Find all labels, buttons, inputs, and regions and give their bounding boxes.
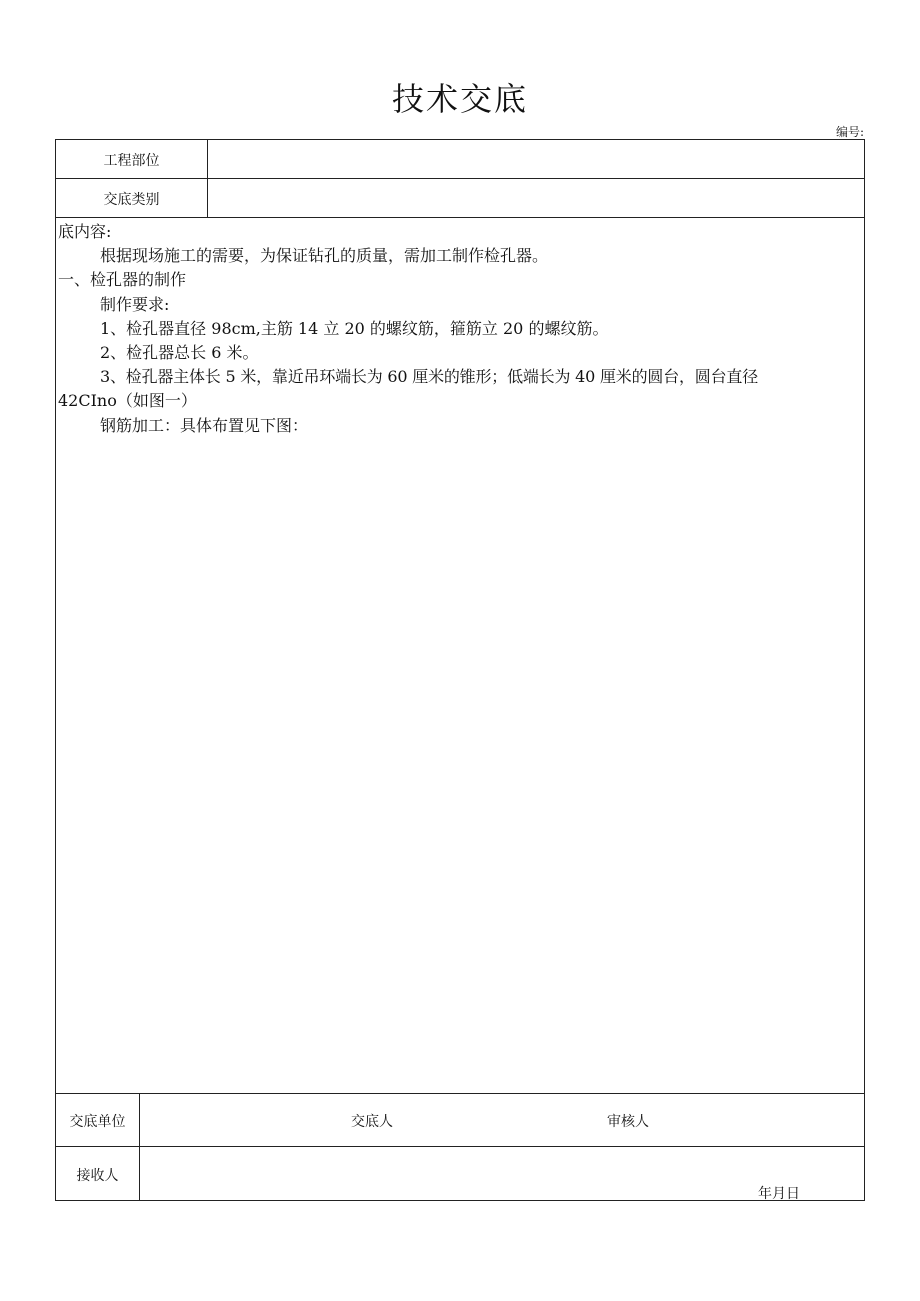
row-divider — [56, 217, 864, 218]
handover-type-label: 交底类别 — [103, 192, 160, 208]
handover-unit-label: 交底单位 — [69, 1114, 126, 1130]
column-divider — [139, 1093, 140, 1201]
document-title: 技术交底 — [391, 80, 528, 118]
requirement-item-2: 2、检孔器总长 6 米。 — [100, 343, 259, 363]
requirement-item-1: 1、检孔器直径 98cm,主筋 14 立 20 的螺纹筋，箍筋立 20 的螺纹筋。 — [100, 318, 609, 338]
document-number-label: 编号: — [835, 125, 864, 139]
column-divider — [207, 140, 208, 217]
requirement-item-3-continued: 42CIno（如图一） — [58, 391, 197, 411]
requirement-item-3: 3、检孔器主体长 5 米，靠近吊环端长为 60 厘米的锥形；低端长为 40 厘米的圆台，圆台直径 — [100, 367, 758, 387]
reviewer-label: 审核人 — [607, 1114, 649, 1130]
row-divider — [56, 1093, 864, 1094]
rebar-processing: 钢筋加工：具体布置见下图： — [100, 415, 309, 435]
handover-form — [55, 139, 865, 1201]
date-label: 年月日 — [758, 1186, 800, 1202]
receiver-label: 接收人 — [76, 1168, 119, 1184]
project-location-label: 工程部位 — [103, 153, 160, 169]
handover-content — [58, 220, 862, 438]
section-heading: 一、检孔器的制作 — [58, 270, 187, 290]
content-heading: 底内容: — [58, 222, 112, 241]
presenter-label: 交底人 — [351, 1114, 393, 1130]
content-intro: 根据现场施工的需要，为保证钻孔的质量，需加工制作检孔器。 — [100, 246, 549, 266]
row-divider — [56, 178, 864, 179]
requirements-title: 制作要求: — [100, 294, 170, 314]
row-divider — [56, 1146, 864, 1147]
